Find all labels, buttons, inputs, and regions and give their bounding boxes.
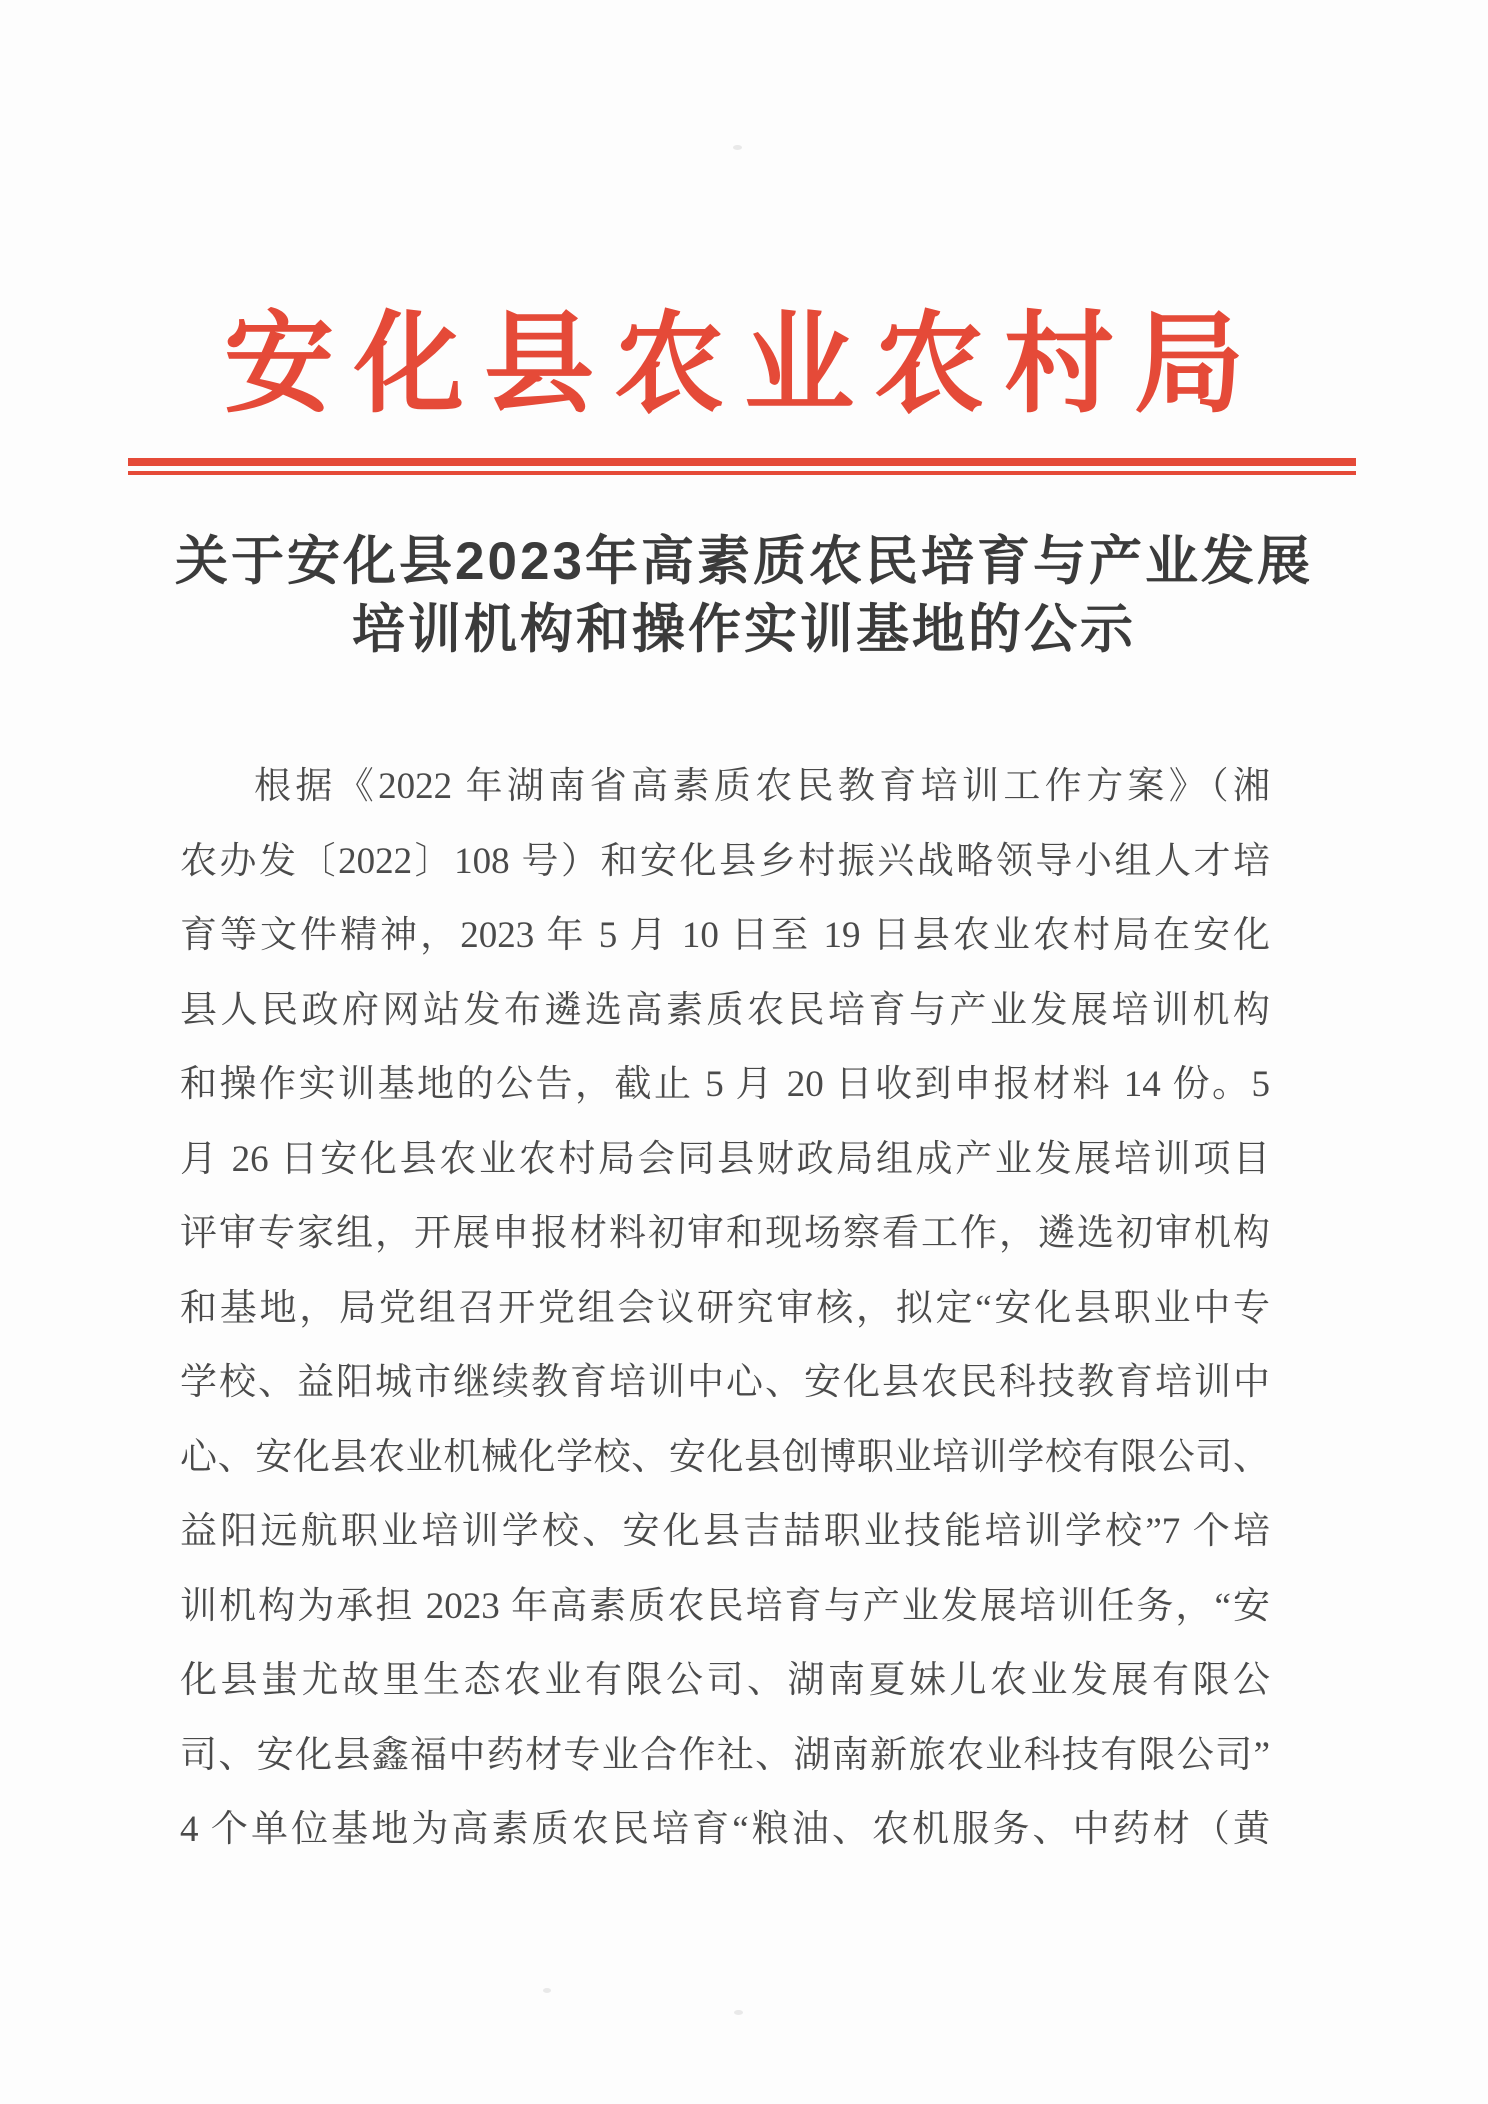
body-line-1: 根据《2022 年湖南省高素质农民教育培训工作方案》（湘 <box>254 766 1270 807</box>
body-line-7: 评审专家组，开展申报材料初审和现场察看工作，遴选初审机构 <box>180 1213 1270 1254</box>
body-line-14: 司、安化县鑫福中药材专业合作社、湖南新旅农业科技有限公司” <box>180 1734 1270 1776</box>
body-line-9: 学校、益阳城市继续教育培训中心、安化县农民科技教育培训中 <box>180 1362 1270 1403</box>
document-title-line1: 关于安化县2023年高素质农民培育与产业发展 <box>175 532 1313 591</box>
document-title-line2: 培训机构和操作实训基地的公示 <box>352 600 1136 659</box>
letterhead-rule-thin <box>128 471 1356 475</box>
body-line-4: 县人民政府网站发布遴选高素质农民培育与产业发展培训机构 <box>180 989 1270 1031</box>
body-line-15: 4 个单位基地为高素质农民培育“粮油、农机服务、中药材（黄 <box>180 1809 1270 1850</box>
document-body <box>180 750 1270 1868</box>
scan-artifact <box>543 1988 551 1993</box>
body-line-11: 益阳远航职业培训学校、安化县吉喆职业技能培训学校”7 个培 <box>180 1511 1270 1552</box>
body-line-13: 化县蚩尤故里生态农业有限公司、湖南夏妹儿农业发展有限公 <box>180 1660 1270 1701</box>
document-title <box>0 528 1488 664</box>
body-line-8: 和基地，局党组召开党组会议研究审核，拟定“安化县职业中专 <box>180 1287 1270 1329</box>
scan-artifact <box>733 145 742 150</box>
body-line-5: 和操作实训基地的公告，截止 5 月 20 日收到申报材料 14 份。5 <box>180 1064 1270 1105</box>
scan-artifact <box>734 2010 743 2015</box>
body-line-6: 月 26 日安化县农业农村局会同县财政局组成产业发展培训项目 <box>180 1138 1270 1180</box>
body-line-12: 训机构为承担 2023 年高素质农民培育与产业发展培训任务，“安 <box>180 1585 1270 1627</box>
letterhead-rule-thick <box>128 458 1356 466</box>
body-line-2: 农办发〔2022〕108 号）和安化县乡村振兴战略领导小组人才培 <box>180 840 1270 882</box>
letterhead-org-name: 安化县农业农村局 <box>224 304 1264 426</box>
body-line-10: 心、安化县农业机械化学校、安化县创博职业培训学校有限公司、 <box>180 1436 1270 1478</box>
body-line-3: 育等文件精神，2023 年 5 月 10 日至 19 日县农业农村局在安化 <box>180 915 1270 956</box>
